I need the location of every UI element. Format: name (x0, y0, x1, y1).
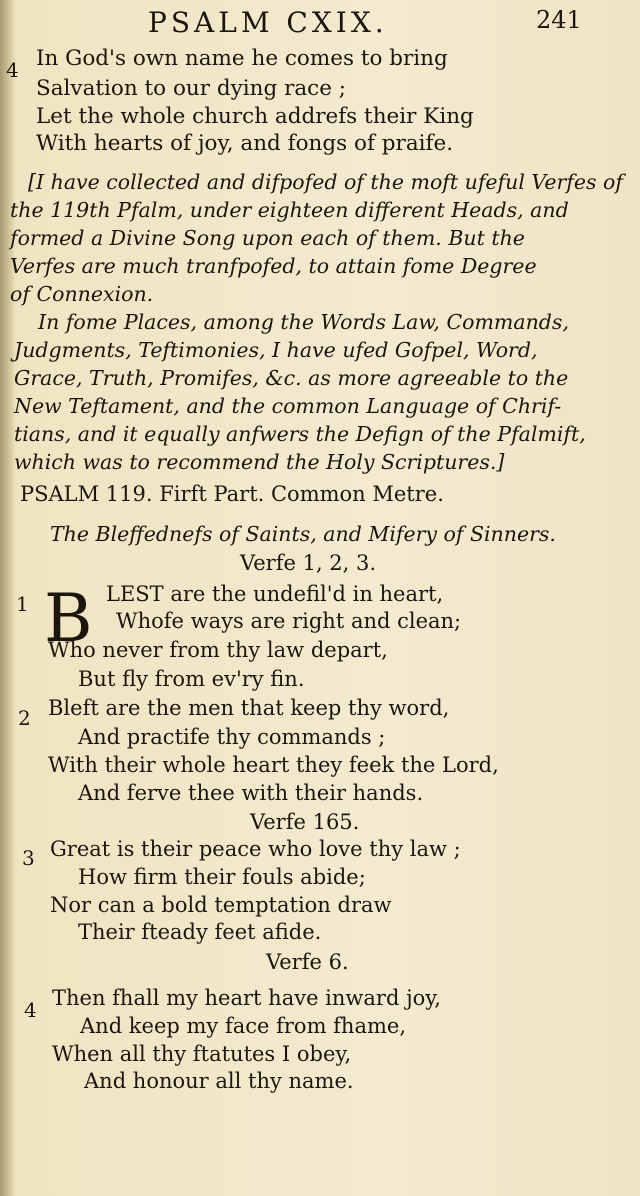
verse-line: Let the whole church addrefs their King (36, 104, 474, 129)
verse-line: When all thy ftatutes I obey, (52, 1042, 352, 1066)
drop-cap: B (44, 580, 93, 657)
note-line: of Connexion. (10, 282, 154, 306)
note-line: In fome Places, among the Words Law, Commands, (38, 310, 569, 334)
running-head: PSALM CXIX. (148, 6, 388, 39)
verse-label: Verfe 1, 2, 3. (240, 551, 377, 575)
note-line: tians, and it equally anfwers the Defign of the Pfalmift, (14, 422, 586, 446)
note-line: Judgments, Teftimonies, I have ufed Gofpel, Word, (14, 338, 538, 362)
verse-line: Bleft are the men that keep thy word, (48, 696, 450, 720)
verse-line: And ferve thee with their hands. (78, 781, 424, 805)
page-number: 241 (536, 6, 582, 34)
verse-line: And keep my face from fhame, (80, 1014, 406, 1038)
stanza-number: 1 (16, 592, 29, 616)
stanza-number: 3 (22, 846, 35, 870)
verse-line: Their fteady feet afide. (78, 920, 322, 944)
verse-line: How firm their fouls abide; (78, 865, 366, 889)
verse-line: With their whole heart they feek the Lord, (48, 753, 499, 777)
verse-line: Then fhall my heart have inward joy, (52, 986, 441, 1010)
verse-line: LEST are the undefil'd in heart, (106, 582, 444, 606)
note-line: formed a Divine Song upon each of them. But the (10, 226, 525, 250)
note-line: New Teftament, and the common Language of Chrif- (14, 394, 562, 418)
note-line: [I have collected and difpofed of the moft ufeful Verfes of (28, 170, 623, 194)
verse-label: Verfe 165. (250, 810, 360, 834)
note-line: which was to recommend the Holy Scriptures.] (14, 450, 505, 474)
verse-line: Who never from thy law depart, (48, 638, 388, 662)
note-line: Verfes are much tranfpofed, to attain fome Degree (10, 254, 537, 278)
verse-line: In God's own name he comes to bring (36, 46, 448, 71)
verse-line: And practife thy commands ; (78, 725, 386, 749)
verse-line: Great is their peace who love thy law ; (50, 837, 461, 861)
note-line: the 119th Pfalm, under eighteen different Heads, and (10, 198, 569, 222)
stanza-number: 4 (6, 58, 19, 82)
part-heading: PSALM 119. Firft Part. Common Metre. (20, 482, 444, 506)
verse-label: Verfe 6. (266, 950, 349, 974)
page-gutter (0, 0, 14, 1196)
section-subtitle: The Bleffednefs of Saints, and Mifery of Sinners. (50, 522, 556, 546)
verse-line: And honour all thy name. (84, 1069, 354, 1093)
verse-line: Whofe ways are right and clean; (116, 609, 462, 633)
verse-line: Nor can a bold temptation draw (50, 893, 392, 917)
note-line: Grace, Truth, Promifes, &c. as more agreeable to the (14, 366, 569, 390)
verse-line: Salvation to our dying race ; (36, 76, 347, 101)
verse-line: With hearts of joy, and fongs of praife. (36, 131, 454, 156)
stanza-number: 4 (24, 998, 37, 1022)
stanza-number: 2 (18, 706, 31, 730)
verse-line: But fly from ev'ry fin. (78, 667, 305, 691)
